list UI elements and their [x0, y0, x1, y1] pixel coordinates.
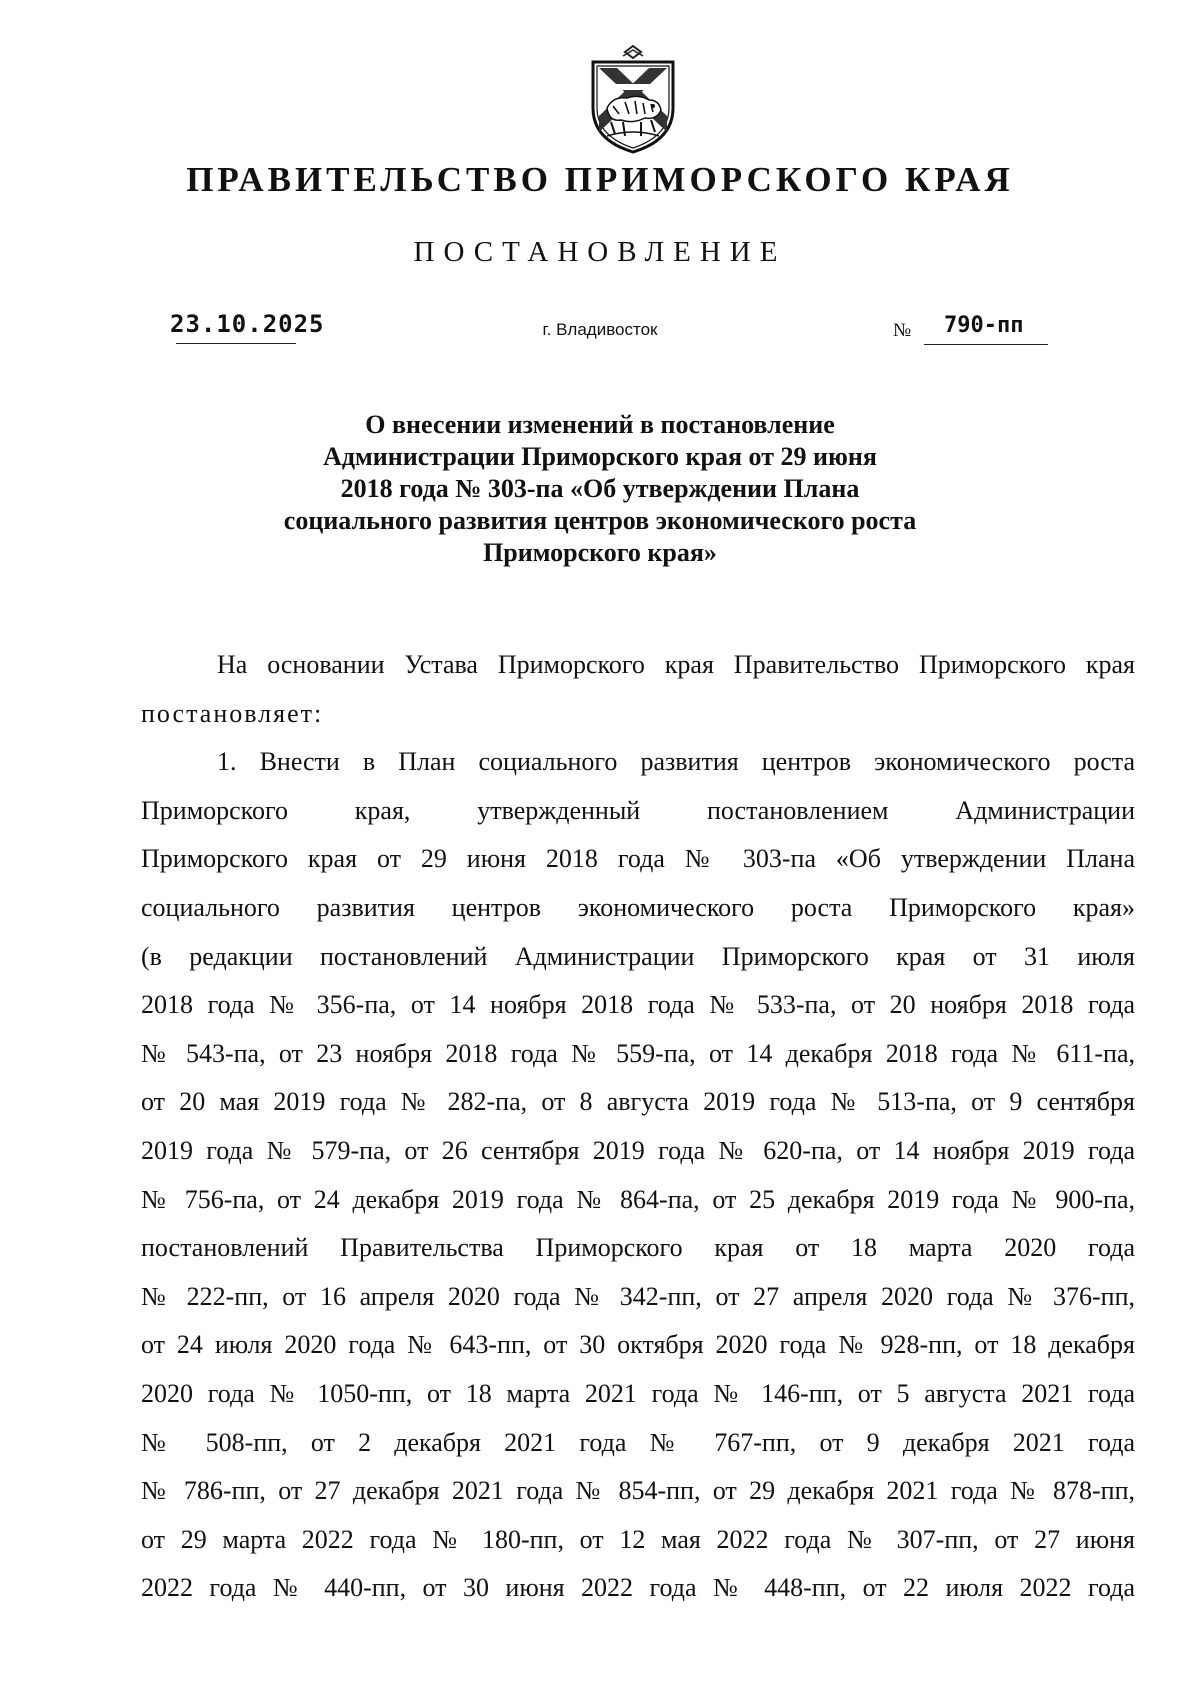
document-heading — [0, 409, 1200, 569]
body-line: № 222-пп, от 16 апреля 2020 года № 342-пп, от 27 апреля 2020 года № 376-пп, — [141, 1281, 1135, 1311]
body-line: постановляет: — [141, 698, 324, 728]
body-line: (в редакции постановлений Администрации Приморского края от 31 июля — [141, 941, 1135, 971]
body-line: социального развития центров экономического роста Приморского края» — [141, 892, 1135, 922]
body-line: Приморского края от 29 июня 2018 года № 303-па «Об утверждении Плана — [141, 844, 1135, 874]
body-line: от 24 июля 2020 года № 643-пп, от 30 октября 2020 года № 928-пп, от 18 декабря — [141, 1330, 1135, 1360]
body-line: Приморского края, утвержденный постановлением Администрации — [141, 795, 1135, 825]
body-line: № 508-пп, от 2 декабря 2021 года № 767-пп, от 9 декабря 2021 года — [141, 1427, 1135, 1457]
body-line: 2022 года № 440-пп, от 30 июня 2022 года № 448-пп, от 22 июля 2022 года — [141, 1573, 1135, 1603]
heading-line: социального развития центров экономического роста — [283, 506, 917, 535]
body-line: № 756-па, от 24 декабря 2019 года № 864-па, от 25 декабря 2019 года № 900-па, — [141, 1184, 1135, 1214]
body-line: постановлений Правительства Приморского края от 18 марта 2020 года — [141, 1233, 1135, 1263]
body-line: от 20 мая 2019 года № 282-па, от 8 августа 2019 года № 513-па, от 9 сентября — [141, 1087, 1135, 1117]
number-underline — [924, 344, 1048, 345]
document-city: г. Владивосток — [542, 320, 658, 339]
body-line: 2020 года № 1050-пп, от 18 марта 2021 года № 146-пп, от 5 августа 2021 года — [141, 1378, 1135, 1408]
heading-line: Приморского края» — [483, 538, 717, 567]
number-sign: № — [893, 320, 912, 341]
body-line: На основании Устава Приморского края Правительство Приморского края — [217, 650, 1135, 679]
body-line: № 543-па, от 23 ноября 2018 года № 559-па, от 14 декабря 2018 года № 611-па, — [141, 1038, 1135, 1068]
body-line: 2019 года № 579-па, от 26 сентября 2019 года № 620-па, от 14 ноября 2019 года — [141, 1135, 1135, 1165]
heading-line: Администрации Приморского края от 29 июня — [323, 442, 877, 471]
body-line: 1. Внести в План социального развития центров экономического роста — [217, 747, 1135, 777]
body-line: № 786-пп, от 27 декабря 2021 года № 854-пп, от 29 декабря 2021 года № 878-пп, — [141, 1476, 1135, 1506]
organization-title: ПРАВИТЕЛЬСТВО ПРИМОРСКОГО КРАЯ — [186, 160, 1014, 199]
body-line: 2018 года № 356-па, от 14 ноября 2018 года № 533-па, от 20 ноября 2018 года — [141, 990, 1135, 1020]
document-type: ПОСТАНОВЛЕНИЕ — [413, 236, 787, 268]
document-body — [141, 641, 1135, 1613]
document-date: 23.10.2025 — [170, 310, 325, 338]
heading-line: 2018 года № 303-па «Об утверждении Плана — [340, 474, 860, 503]
date-underline — [176, 343, 296, 344]
heading-line: О внесении изменений в постановление — [365, 410, 835, 439]
document-number: 790-пп — [944, 313, 1024, 338]
body-line: от 29 марта 2022 года № 180-пп, от 12 мая 2022 года № 307-пп, от 27 июня — [141, 1524, 1135, 1554]
coat-of-arms-icon — [583, 44, 683, 156]
